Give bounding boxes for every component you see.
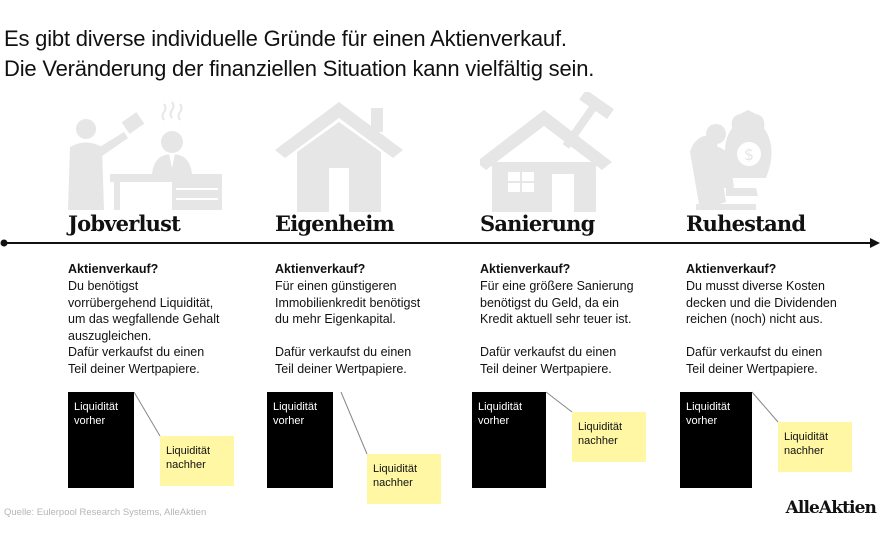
liquidity-before-box: Liquidität vorher [680, 392, 752, 488]
liquidity-before-box: Liquidität vorher [68, 392, 134, 488]
description-text: Für einen günstigeren Immobilienkredit benötigst du mehr Eigenkapital. Dafür verkaufst du einen Teil deiner Wertpapiere. [275, 279, 421, 376]
category-title: Eigenheim [275, 211, 394, 236]
svg-text:$: $ [743, 145, 755, 164]
headline-line-2: Die Veränderung der finanziellen Situation kann vielfältig sein. [4, 56, 595, 81]
card-sanierung [480, 0, 680, 540]
house-hammer-icon [480, 92, 680, 212]
question-label: Aktienverkauf? [275, 262, 366, 276]
card-jobverlust [68, 0, 268, 540]
liquidity-after-box: Liquidität nachher [160, 436, 234, 486]
liquidity-after-box: Liquidität nachher [572, 412, 646, 462]
description-text: Du musst diverse Kosten decken und die Dividenden reichen (noch) nicht aus. Dafür verkaufst du einen Teil deiner Wertpapiere. [686, 279, 837, 376]
category-title: Jobverlust [68, 211, 181, 236]
headline-line-1: Es gibt diverse individuelle Gründe für einen Aktienverkauf. [4, 26, 567, 51]
card-ruhestand [686, 0, 880, 540]
liquidity-before-box: Liquidität vorher [472, 392, 546, 488]
office-worker-icon [68, 92, 268, 212]
description-text: Für eine größere Sanierung benötigst du Geld, da ein Kredit aktuell sehr teuer ist. Dafür verkaufst du einen Teil deiner Wertpapiere. [480, 279, 634, 376]
alleaktien-logo: AlleAktien [785, 498, 876, 518]
question-label: Aktienverkauf? [480, 262, 571, 276]
question-label: Aktienverkauf? [686, 262, 777, 276]
description-text: Du benötigst vorrübergehend Liquidität, um das wegfallende Gehalt auszugleichen. Dafür verkaufst du einen Teil deiner Wertpapiere. [68, 279, 220, 376]
liquidity-after-box: Liquidität nachher [367, 454, 441, 504]
retiree-money-bag-icon [686, 92, 880, 212]
liquidity-before-box: Liquidität vorher [267, 392, 333, 488]
question-label: Aktienverkauf? [68, 262, 159, 276]
category-title: Ruhestand [686, 211, 806, 236]
source-note: Quelle: Eulerpool Research Systems, AlleAktien [4, 507, 207, 518]
house-icon [275, 92, 475, 212]
category-title: Sanierung [480, 211, 595, 236]
liquidity-after-box: Liquidität nachher [778, 422, 852, 472]
card-eigenheim [275, 0, 475, 540]
